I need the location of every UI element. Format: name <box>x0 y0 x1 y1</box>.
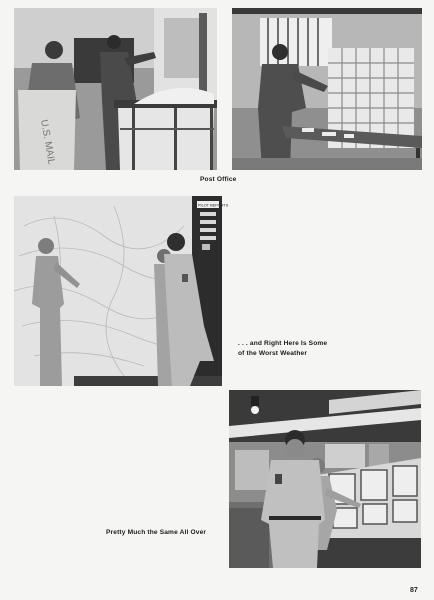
page-number: 87 <box>410 587 418 594</box>
mailbag-label: U.S. MAIL <box>38 118 57 166</box>
operations-console-photo <box>229 390 421 568</box>
weather-caption-line1: . . . and Right Here Is Some <box>238 340 328 347</box>
post-office-caption: Post Office <box>200 176 237 183</box>
post-office-photo-right <box>232 8 422 170</box>
board-sign: PILOT REPORTS <box>198 203 229 208</box>
weather-map-photo <box>14 196 229 386</box>
same-all-over-caption: Pretty Much the Same All Over <box>106 529 207 536</box>
post-office-photo-left <box>14 8 217 170</box>
weather-caption-line2: of the Worst Weather <box>238 350 308 357</box>
